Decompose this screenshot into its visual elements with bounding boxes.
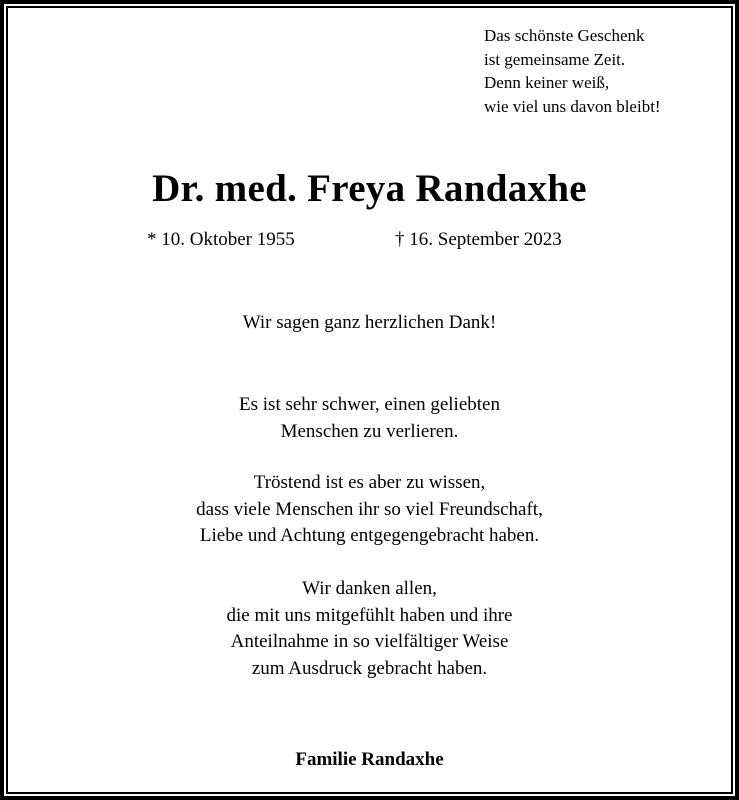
paragraph-1: [0, 392, 739, 445]
text-line: zum Ausdruck gebracht haben.: [251, 657, 488, 679]
motto-line: Denn keiner weiß,: [484, 73, 610, 92]
text-line: Tröstend ist es aber zu wissen,: [253, 472, 486, 493]
motto-line: ist gemeinsame Zeit.: [484, 49, 626, 69]
signature: Familie Randaxhe: [295, 749, 444, 770]
text-line: Wir danken allen,: [302, 578, 437, 599]
text-line: dass viele Menschen ihr so viel Freundschaft,: [196, 498, 543, 520]
thanks-heading: Wir sagen ganz herzlichen Dank!: [242, 312, 497, 333]
paragraph-3: [0, 576, 739, 682]
text-line: Liebe und Achtung entgegengebracht haben.: [199, 525, 540, 546]
death-date: † 16. September 2023: [395, 229, 562, 250]
motto-quote: [484, 24, 661, 118]
deceased-name: Dr. med. Freya Randaxhe: [152, 167, 587, 210]
birth-date: * 10. Oktober 1955: [147, 229, 295, 250]
text-line: Es ist sehr schwer, einen geliebten: [239, 394, 500, 415]
motto-line: wie viel uns davon bleibt!: [484, 96, 661, 116]
text-line: Anteilnahme in so vielfältiger Weise: [230, 631, 509, 652]
text-line: die mit uns mitgefühlt haben und ihre: [226, 604, 513, 626]
text-line: Menschen zu verlieren.: [280, 420, 459, 442]
motto-line: Das schönste Geschenk: [484, 26, 645, 45]
paragraph-2: [0, 470, 739, 550]
